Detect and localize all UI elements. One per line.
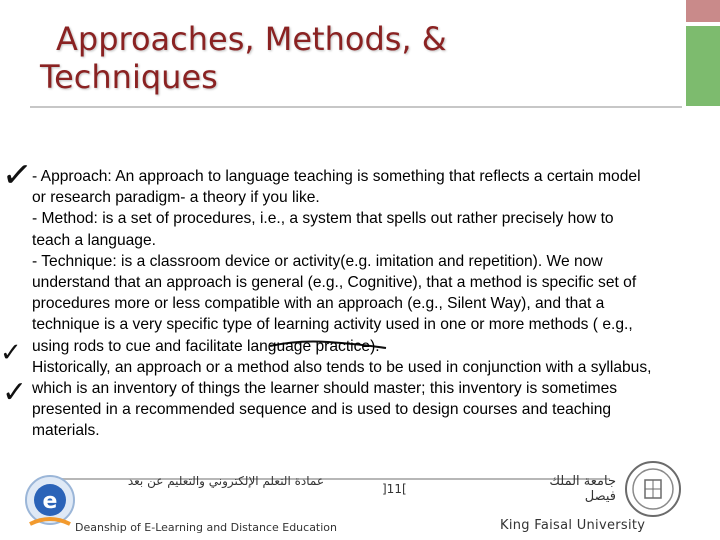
deanship-arabic: عمادة التعلم الإلكتروني والتعليم عن بعد [127,474,324,488]
paragraph-history: Historically, an approach or a method also tends to be used in conjunction with a syllabus, which is an inventory of things the learner should master; this inventory is sometimes presented in a recommended sequence and is used to design courses and teaching materials. [32,358,652,440]
paragraph-technique: - Technique: is a classroom device or activity(e.g. imitation and repetition). We now understand that an approach is general (e.g., Cognitive), that a method is specific set of procedures more or less compatible with an approach (e.g., Silent Way), and that a technique is a very specific type of learning activity used in one or more methods ( e.g., using rods to cue and facilitate language practice). [32,252,637,355]
slide-body [32,166,652,442]
title-line-1: Approaches, Methods, & [56,20,447,58]
title-line-2: Techniques [40,58,218,96]
university-english: King Faisal University [500,518,646,533]
svg-text:e: e [42,489,58,514]
checkmark-icon: ✓ [0,338,22,368]
edge-green-block [686,26,720,106]
checkmark-icon: ✓ [0,153,35,198]
paragraph-approach: - Approach: An approach to language teaching is something that reflects a certain model or research paradigm- a theory if you like. [32,168,641,207]
checkmark-icon: ✓ [2,375,28,410]
deanship-english: Deanship of E-Learning and Distance Education [75,521,338,534]
paragraph-method: - Method: is a set of procedures, i.e., a system that spells out rather precisely how to teach a language. [32,210,614,249]
university-arabic: جامعة الملك فيصل [549,474,616,504]
slide-title [40,20,640,96]
edge-rose-block [686,0,720,22]
page-number: ]11[ [382,482,407,496]
e-learning-logo-icon [22,470,78,536]
university-seal-icon [624,460,682,518]
title-divider [30,106,682,108]
